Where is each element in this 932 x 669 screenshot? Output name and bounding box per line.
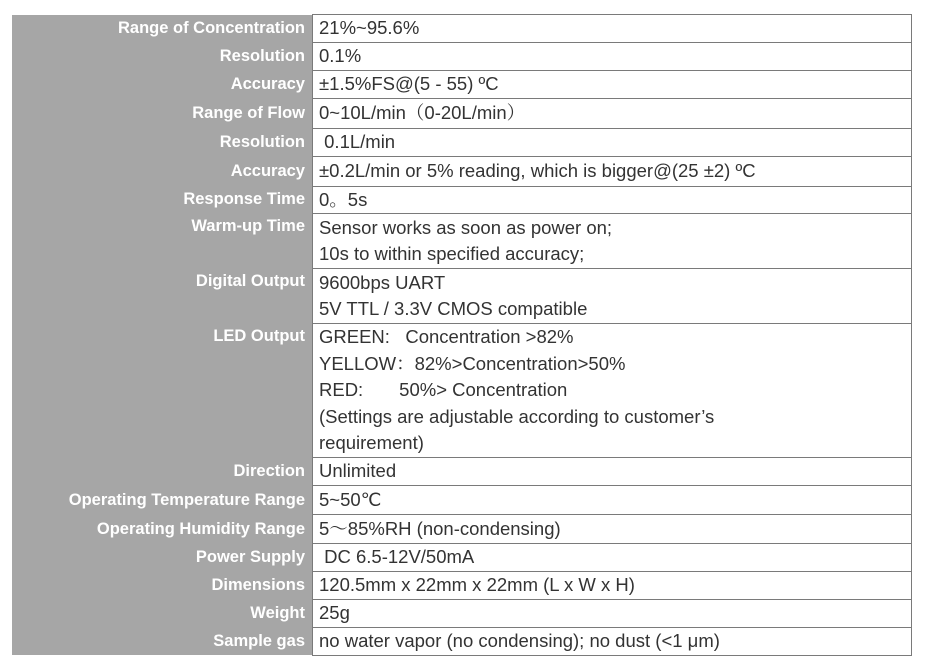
spec-label: Sample gas — [12, 628, 313, 656]
spec-row — [12, 269, 912, 324]
spec-value — [313, 628, 912, 656]
spec-value-line: 0。5s — [319, 188, 368, 210]
spec-value — [313, 214, 912, 269]
spec-value — [313, 458, 912, 486]
spec-value — [313, 572, 912, 600]
spec-value — [313, 128, 912, 156]
spec-value-line: (Settings are adjustable according to customer’s — [319, 405, 715, 427]
spec-value-line: 10s to within specified accuracy; — [319, 243, 585, 264]
spec-label: Power Supply — [12, 544, 313, 572]
spec-row — [12, 628, 912, 656]
spec-value-line: 120.5mm x 22mm x 22mm (L x W x H) — [319, 574, 635, 596]
spec-label: Direction — [12, 458, 313, 486]
spec-label: Digital Output — [12, 269, 313, 324]
spec-label: Operating Humidity Range — [12, 515, 313, 544]
spec-row — [12, 458, 912, 486]
spec-row — [12, 15, 912, 43]
spec-label: Response Time — [12, 186, 313, 214]
spec-value-line: Unlimited — [319, 460, 397, 482]
spec-value — [313, 324, 912, 458]
spec-label: Accuracy — [12, 70, 313, 98]
spec-value — [313, 15, 912, 43]
spec-value — [313, 156, 912, 186]
spec-value-line: 9600bps UART — [319, 271, 446, 293]
spec-row — [12, 128, 912, 156]
spec-value-line: requirement) — [319, 432, 424, 454]
spec-value-line: ±0.2L/min or 5% reading, which is bigger@(25 ±2) ºC — [319, 159, 756, 181]
spec-table-body — [12, 15, 912, 656]
spec-value-line: YELLOW：82%>Concentration>50% — [319, 352, 626, 374]
spec-row — [12, 600, 912, 628]
spec-label: Dimensions — [12, 572, 313, 600]
spec-value — [313, 43, 912, 71]
spec-value-line: 21%~95.6% — [319, 17, 420, 39]
spec-label: Resolution — [12, 128, 313, 156]
spec-value-line: GREEN: Concentration >82% — [319, 326, 574, 348]
spec-row — [12, 98, 912, 128]
spec-row — [12, 515, 912, 544]
spec-row — [12, 324, 912, 458]
spec-value-line: 0~10L/min（0-20L/min） — [319, 101, 526, 123]
spec-value-line: no water vapor (no condensing); no dust (<1 μm) — [319, 630, 720, 651]
spec-value-line: 5V TTL / 3.3V CMOS compatible — [319, 298, 588, 319]
spec-row — [12, 43, 912, 71]
spec-value — [313, 486, 912, 515]
spec-row — [12, 186, 912, 214]
spec-value-line: 0.1% — [319, 45, 362, 66]
spec-row — [12, 156, 912, 186]
spec-label: LED Output — [12, 324, 313, 458]
spec-value — [313, 269, 912, 324]
spec-row — [12, 486, 912, 515]
spec-value-line: RED: 50%> Concentration — [319, 379, 568, 401]
spec-label: Accuracy — [12, 156, 313, 186]
spec-value — [313, 600, 912, 628]
spec-label: Operating Temperature Range — [12, 486, 313, 515]
spec-table — [12, 14, 912, 656]
spec-label: Weight — [12, 600, 313, 628]
spec-row — [12, 572, 912, 600]
spec-row — [12, 70, 912, 98]
spec-label: Resolution — [12, 43, 313, 71]
spec-value — [313, 544, 912, 572]
spec-row — [12, 214, 912, 269]
spec-value-line: DC 6.5-12V/50mA — [319, 546, 475, 568]
spec-value — [313, 186, 912, 214]
spec-value — [313, 98, 912, 128]
spec-label: Range of Concentration — [12, 15, 313, 43]
spec-value-line: 5~50℃ — [319, 488, 382, 510]
spec-label: Range of Flow — [12, 98, 313, 128]
spec-value-line: Sensor works as soon as power on; — [319, 216, 613, 238]
spec-label: Warm-up Time — [12, 214, 313, 269]
spec-value-line: 5～85%RH (non-condensing) — [319, 517, 561, 539]
spec-row — [12, 544, 912, 572]
spec-value-line: ±1.5%FS@(5 - 55) ºC — [319, 72, 499, 94]
spec-value-line: 25g — [319, 602, 350, 624]
spec-value — [313, 70, 912, 98]
spec-value-line: 0.1L/min — [319, 130, 396, 152]
spec-value — [313, 515, 912, 544]
